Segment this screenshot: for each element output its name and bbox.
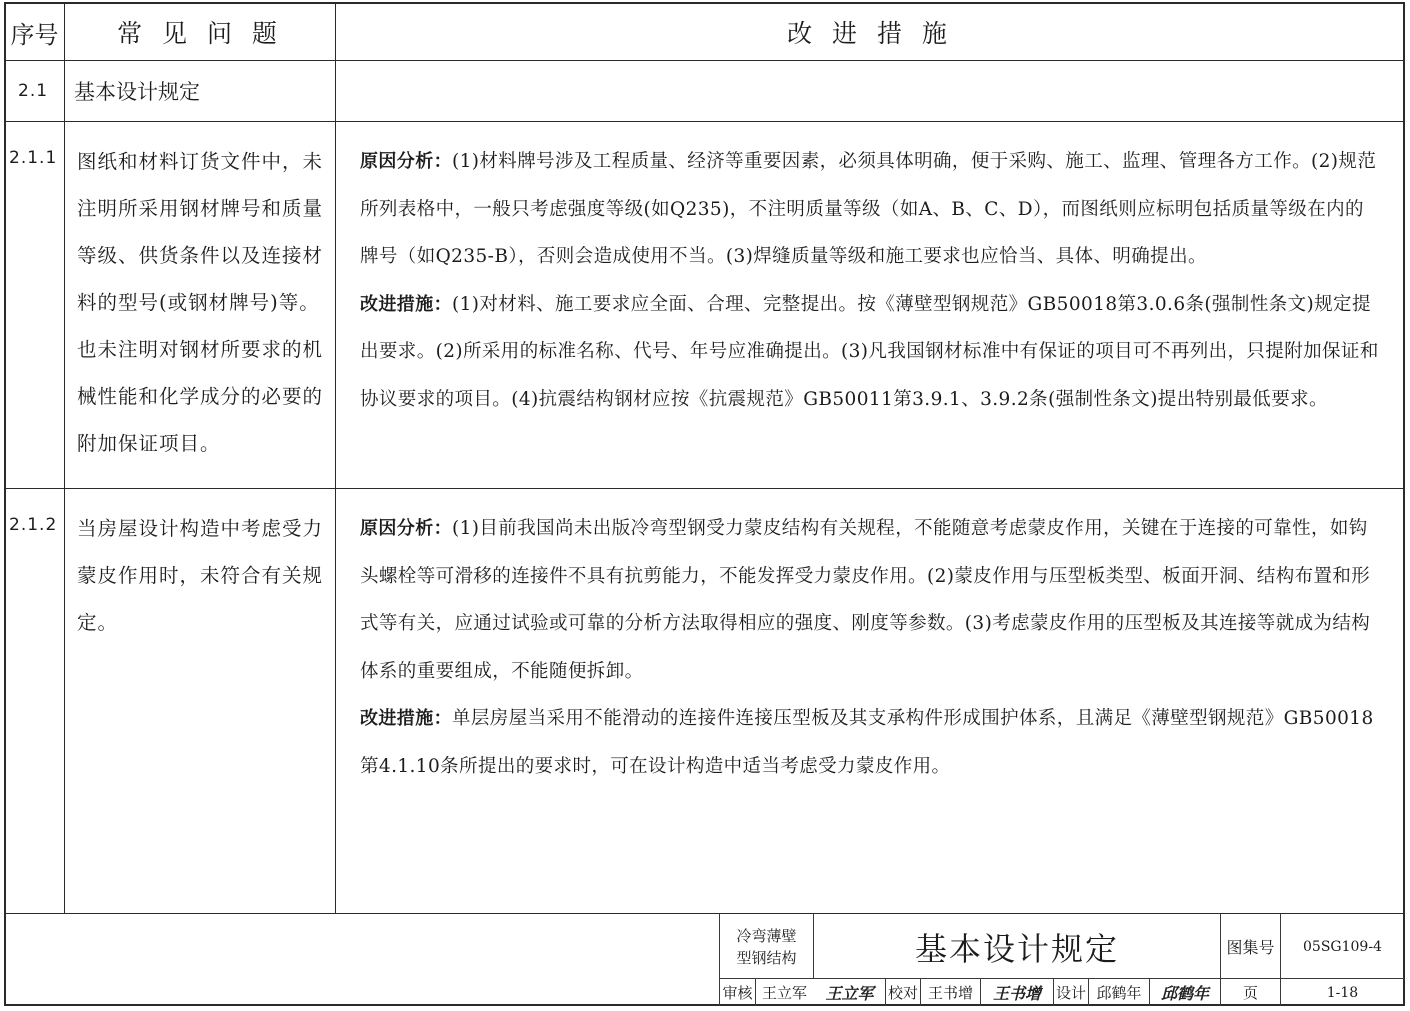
cause-text: (1)材料牌号涉及工程质量、经济等重要因素，必须具体明确，便于采购、施工、监理、管理各方工作。(2)规范所列表格中，一般只考虑强度等级(如Q235)，不注明质量等级（如A、B、C、D），而图纸则应标明包括质量等级在内的牌号（如Q235-B），否则会造成使用不当。(3)焊缝质量等级和施工要求也应恰当、具体、明确提出。: [360, 151, 1377, 267]
tb-page-label: 页: [1242, 984, 1258, 1002]
tb-check-label: 校对: [887, 984, 918, 1002]
header-col-measure: 改 进 措 施: [787, 19, 953, 48]
cause-paragraph: [360, 138, 1382, 281]
col-divider-1: [64, 3, 65, 913]
section-title: 基本设计规定: [74, 80, 200, 104]
section-divider: [5, 121, 1404, 122]
tb-reviewer: 王立军: [761, 984, 807, 1002]
header-col-issue: 常 见 问 题: [117, 19, 283, 48]
cause-text: (1)目前我国尚未出版冷弯型钢受力蒙皮结构有关规程，不能随意考虑蒙皮作用，关键在于连接的可靠性，如钩头螺栓等可滑移的连接件不具有抗剪能力，不能发挥受力蒙皮作用。(2)蒙皮作用与压型板类型、板面开洞、结构布置和形式等有关，应通过试验或可靠的分析方法取得相应的强度、刚度等参数。(3)考虑蒙皮作用的压型板及其连接等就成为结构体系的重要组成，不能随便拆卸。: [360, 518, 1371, 682]
tb-design-label: 设计: [1055, 984, 1086, 1002]
header-divider: [5, 60, 1404, 61]
row-number: 2.1.1: [9, 148, 58, 168]
section-number: 2.1: [18, 81, 49, 101]
tb-series-line2: 型钢结构: [736, 948, 797, 967]
tb-review-label: 审核: [722, 984, 753, 1002]
tb-atlas-number: 05SG109-4: [1303, 938, 1382, 955]
tb-series: [720, 915, 813, 978]
col-divider-2: [335, 3, 336, 913]
tb-checker-signature: 王书增: [992, 984, 1041, 1003]
tb-checker: 王书增: [927, 984, 973, 1002]
issue-text: 图纸和材料订货文件中，未注明所采用钢材牌号和质量等级、供货条件以及连接材料的型号(或钢材牌号)等。也未注明对钢材所要求的机械性能和化学成分的必要的附加保证项目。: [77, 150, 324, 455]
tb-designer-signature: 邱鹤年: [1160, 984, 1209, 1003]
issue-text: 当房屋设计构造中考虑受力蒙皮作用时，未符合有关规定。: [77, 517, 324, 634]
tb-reviewer-signature: 王立军: [825, 984, 874, 1003]
title-block-top: [5, 913, 1404, 914]
tb-atlas-label: 图集号: [1226, 938, 1275, 957]
row-divider: [5, 488, 1404, 489]
measure-paragraph: [360, 281, 1382, 424]
cause-label: 原因分析：: [360, 518, 452, 539]
tb-page-number: 1-18: [1326, 984, 1359, 1001]
tb-title: 基本设计规定: [914, 929, 1119, 968]
measure-label: 改进措施：: [360, 708, 452, 729]
tb-designer: 邱鹤年: [1096, 984, 1142, 1002]
cause-paragraph: [360, 505, 1382, 695]
measure-body: (1)对材料、施工要求应全面、合理、完整提出。按《薄壁型钢规范》GB50018第3.0.6条(强制性条文)规定提出要求。(2)所采用的标准名称、代号、年号应准确提出。(3)凡我国钢材标准中有保证的项目可不再列出，只提附加保证和协议要求的项目。(4)抗震结构钢材应按《抗震规范》GB50011第3.9.1、3.9.2条(强制性条文)提出特别最低要求。: [360, 293, 1379, 410]
measure-label: 改进措施：: [360, 293, 452, 315]
measure-text: [360, 505, 1382, 790]
measure-text: [360, 138, 1382, 423]
measure-body: 单层房屋当采用不能滑动的连接件连接压型板及其支承构件形成围护体系，且满足《薄壁型钢规范》GB50018第4.1.10条所提出的要求时，可在设计构造中适当考虑受力蒙皮作用。: [360, 708, 1374, 777]
cause-label: 原因分析：: [360, 151, 452, 172]
row-number: 2.1.2: [9, 515, 58, 535]
header-col-no: 序号: [10, 20, 59, 49]
measure-paragraph: [360, 695, 1382, 790]
tb-series-line1: 冷弯薄壁: [736, 926, 797, 945]
